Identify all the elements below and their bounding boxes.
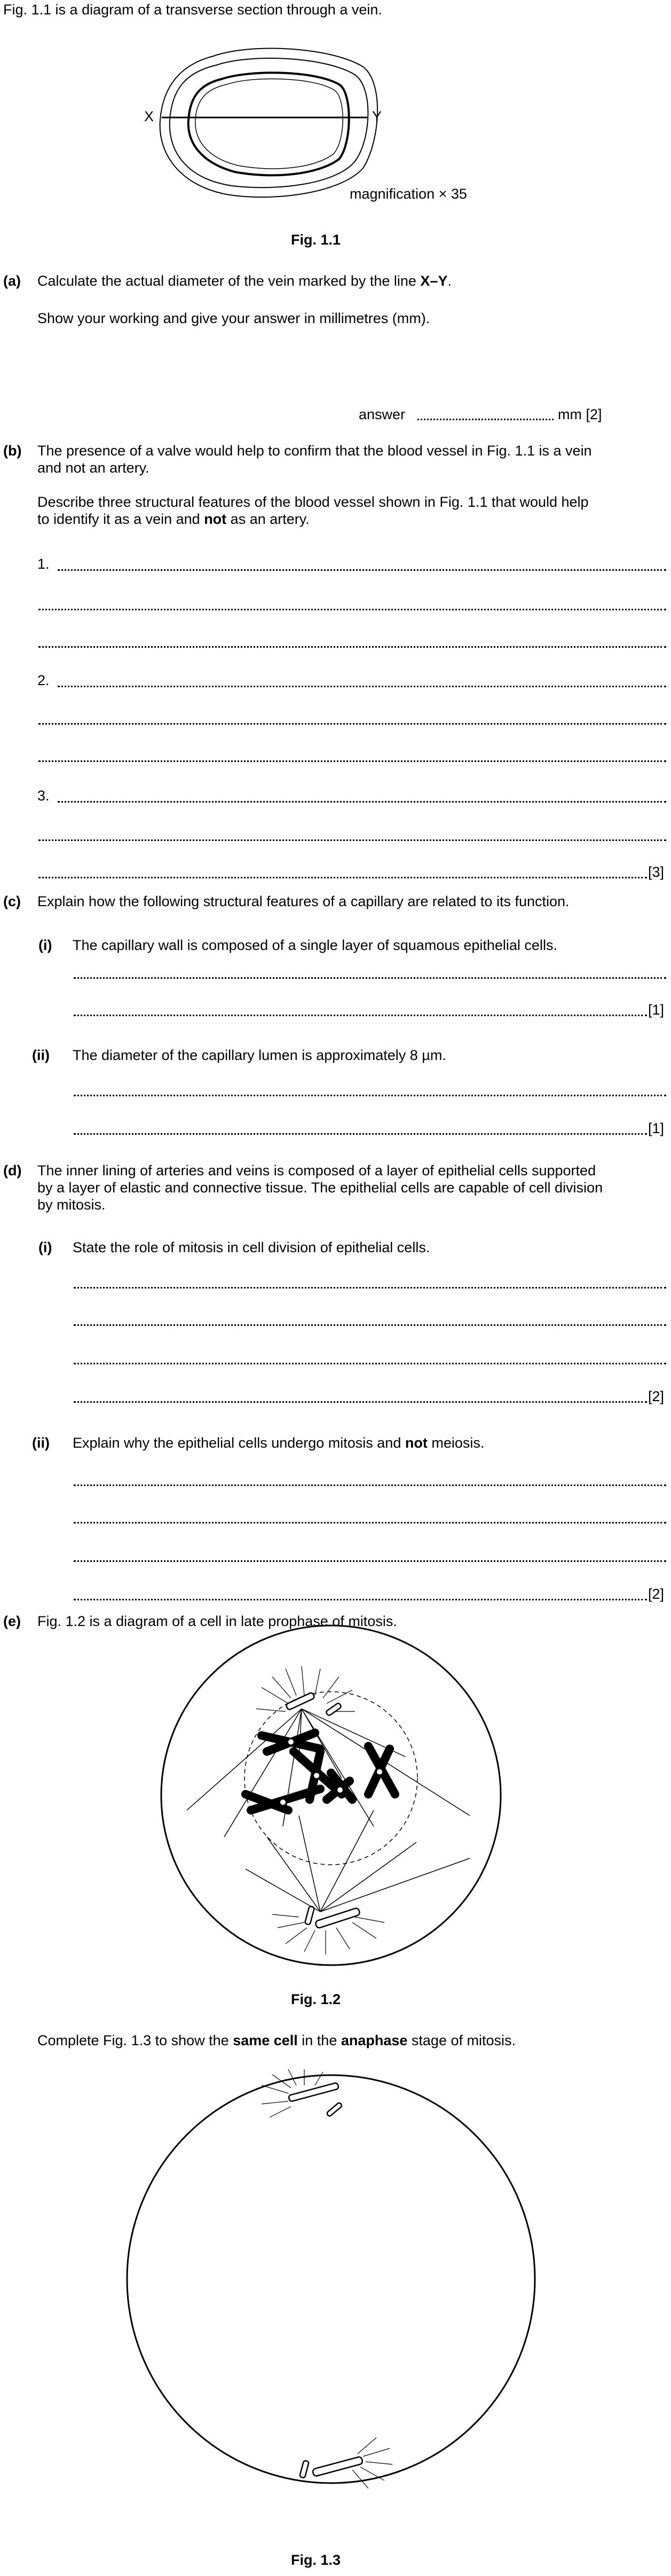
qd-ii-label: (ii) <box>32 1435 50 1451</box>
intro-text: Fig. 1.1 is a diagram of a transverse section through a vein. <box>3 2 382 18</box>
qc-ii-label: (ii) <box>32 1047 50 1063</box>
qd-ii-text: Explain why the epithelial cells undergo mitosis and not meiosis. <box>73 1435 485 1451</box>
qd-line2: by a layer of elastic and connective tissue. The epithelial cells are capable of cell division <box>37 1180 603 1196</box>
qc-text: Explain how the following structural features of a capillary are related to its function. <box>37 893 570 909</box>
qb-line1: The presence of a valve would help to confirm that the blood vessel in Fig. 1.1 is a vein <box>37 443 592 459</box>
fig13-caption: Fig. 1.3 <box>291 2552 341 2568</box>
qd-line1: The inner lining of arteries and veins is composed of a layer of epithelial cells supported <box>37 1163 596 1179</box>
qe-label: (e) <box>3 1613 21 1629</box>
x-label: X <box>144 108 154 124</box>
qd-line3: by mitosis. <box>37 1197 106 1213</box>
qc-ii-mark: [1] <box>648 1120 665 1136</box>
qa-instruction: Show your working and give your answer in millimetres (mm). <box>37 310 430 326</box>
qb-desc1: Describe three structural features of the blood vessel shown in Fig. 1.1 that would help <box>37 494 589 510</box>
qc-i-label: (i) <box>38 937 52 953</box>
qa-answer-unit: mm [2] <box>558 406 602 422</box>
qd-i-text: State the role of mitosis in cell division of epithelial cells. <box>73 1239 430 1255</box>
qb-n3: 3. <box>37 788 50 804</box>
qc-i-text: The capillary wall is composed of a single layer of squamous epithelial cells. <box>73 937 557 953</box>
qa-label: (a) <box>3 273 21 289</box>
magnification-label: magnification × 35 <box>350 186 467 202</box>
qa-text: Calculate the actual diameter of the vein marked by the line X–Y. <box>37 273 452 289</box>
qd-i-label: (i) <box>38 1239 52 1255</box>
qd-label: (d) <box>3 1163 22 1179</box>
qb-n2: 2. <box>37 672 50 688</box>
qd-ii-mark: [2] <box>648 1586 665 1602</box>
qb-mark: [3] <box>648 864 665 880</box>
qb-label: (b) <box>3 443 22 459</box>
qe-text: Fig. 1.2 is a diagram of a cell in late prophase of mitosis. <box>37 1613 397 1629</box>
qc-label: (c) <box>3 893 21 909</box>
qa-answer-prefix: answer <box>359 406 406 422</box>
qb-line2: and not an artery. <box>37 460 149 476</box>
qc-i-mark: [1] <box>648 1002 665 1018</box>
qc-ii-text: The diameter of the capillary lumen is approximately 8 µm. <box>73 1047 446 1063</box>
qd-i-mark: [2] <box>648 1388 665 1404</box>
qb-n1: 1. <box>37 556 50 572</box>
qb-desc2: to identify it as a vein and not as an artery. <box>37 511 310 527</box>
y-label: Y <box>372 108 382 124</box>
fig12-caption: Fig. 1.2 <box>291 1991 341 2007</box>
fig11-caption: Fig. 1.1 <box>291 232 341 248</box>
qe-complete-text: Complete Fig. 1.3 to show the same cell in the anaphase stage of mitosis. <box>37 2032 516 2048</box>
